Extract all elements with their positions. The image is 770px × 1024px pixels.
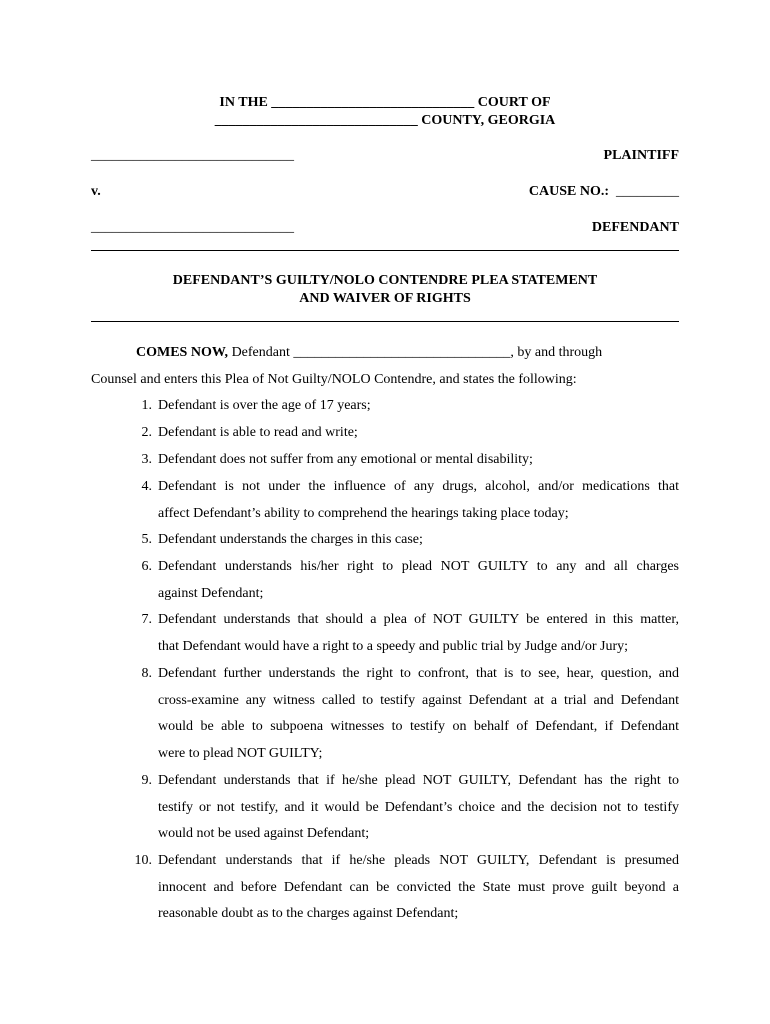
list-item-number: 9. xyxy=(141,773,152,788)
document-title-line-2: AND WAIVER OF RIGHTS xyxy=(299,291,471,306)
list-item-number: 2. xyxy=(141,425,152,440)
list-item-line: would be able to subpoena witnesses to testify on behalf of Defendant, if Defendant xyxy=(158,719,679,735)
list-item-line: Defendant understands the charges in this case; xyxy=(158,532,423,547)
list-item-text xyxy=(158,447,679,474)
list-item-number: 8. xyxy=(141,666,152,681)
defendant-label: DEFENDANT xyxy=(591,220,679,235)
list-item-text xyxy=(158,768,679,848)
list-item-line: would not be used against Defendant; xyxy=(158,826,370,842)
list-item-number: 7. xyxy=(141,612,152,627)
list-item-line: Defendant further understands the right to confront, that is to see, hear, question, and xyxy=(158,666,679,681)
list-item-line: affect Defendant’s ability to comprehend the hearings taking place today; xyxy=(158,505,569,521)
intro-line-1 xyxy=(91,344,679,362)
caption-divider-top xyxy=(91,250,679,251)
defendant-name-blank: _____________________________ xyxy=(91,220,294,235)
intro-lead: COMES NOW, xyxy=(136,345,229,360)
list-item-line: Defendant understands that if he/she plead NOT GUILTY, Defendant has the right to xyxy=(158,773,679,788)
list-item-text xyxy=(158,848,679,928)
list-item-line: that Defendant would have a right to a speedy and public trial by Judge and/or Jury; xyxy=(158,638,629,654)
list-item-line: were to plead NOT GUILTY; xyxy=(158,746,323,762)
list-item-line: Defendant is over the age of 17 years; xyxy=(158,398,371,413)
list-item-line: Defendant is able to read and write; xyxy=(158,425,358,440)
list-item-number: 1. xyxy=(141,398,152,413)
list-item-line: against Defendant; xyxy=(158,585,264,601)
list-item-number: 3. xyxy=(141,452,152,467)
cause-number-blank: _________ xyxy=(616,184,679,199)
intro-line-2: Counsel and enters this Plea of Not Guilty/NOLO Contendre, and states the following: xyxy=(91,372,577,387)
list-item-line: testify or not testify, and it would be Defendant’s choice and the decision not to testify xyxy=(158,799,679,815)
list-item-line: Defendant understands his/her right to plead NOT GUILTY to any and all charges xyxy=(158,559,679,574)
list-item-line: innocent and before Defendant can be convicted the State must prove guilt beyond a xyxy=(158,879,679,895)
list-item-number: 6. xyxy=(141,559,152,574)
list-item-text xyxy=(158,661,679,768)
list-item-line: Defendant understands that should a plea of NOT GUILTY be entered in this matter, xyxy=(158,612,679,627)
list-item-line: reasonable doubt as to the charges against Defendant; xyxy=(158,906,459,922)
list-item-text xyxy=(158,474,679,527)
court-header-line-2: _____________________________ COUNTY, GEORGIA xyxy=(214,113,556,128)
intro-line-1-text: Defendant _______________________________, by and through xyxy=(228,345,603,360)
court-header-line-1: IN THE _____________________________ COURT OF xyxy=(219,95,551,110)
versus-row xyxy=(91,183,679,201)
list-item-text xyxy=(158,393,679,420)
list-item-text xyxy=(158,420,679,447)
list-item-number: 4. xyxy=(141,479,152,494)
list-item-number: 10. xyxy=(134,853,152,868)
list-item-line: Defendant does not suffer from any emotional or mental disability; xyxy=(158,452,533,467)
list-item-number: 5. xyxy=(141,532,152,547)
cause-number-label: CAUSE NO.: xyxy=(528,184,609,199)
defendant-row xyxy=(91,219,679,237)
list-item-line: Defendant is not under the influence of any drugs, alcohol, and/or medications that xyxy=(158,479,679,494)
plaintiff-label: PLAINTIFF xyxy=(603,148,679,163)
list-item-text xyxy=(158,607,679,660)
document-title-line-1: DEFENDANT’S GUILTY/NOLO CONTENDRE PLEA STATEMENT xyxy=(172,273,598,288)
cause-number xyxy=(529,183,679,201)
list-item-line: cross-examine any witness called to testify against Defendant at a trial and Defendant xyxy=(158,692,679,708)
list-item-text xyxy=(158,554,679,607)
list-item-text xyxy=(158,527,679,554)
versus-label: v. xyxy=(91,184,101,199)
title-divider-bottom xyxy=(91,321,679,322)
plaintiff-name-blank: _____________________________ xyxy=(91,148,294,163)
list-item-line: Defendant understands that if he/she pleads NOT GUILTY, Defendant is presumed xyxy=(158,853,679,868)
plaintiff-row xyxy=(91,147,679,165)
